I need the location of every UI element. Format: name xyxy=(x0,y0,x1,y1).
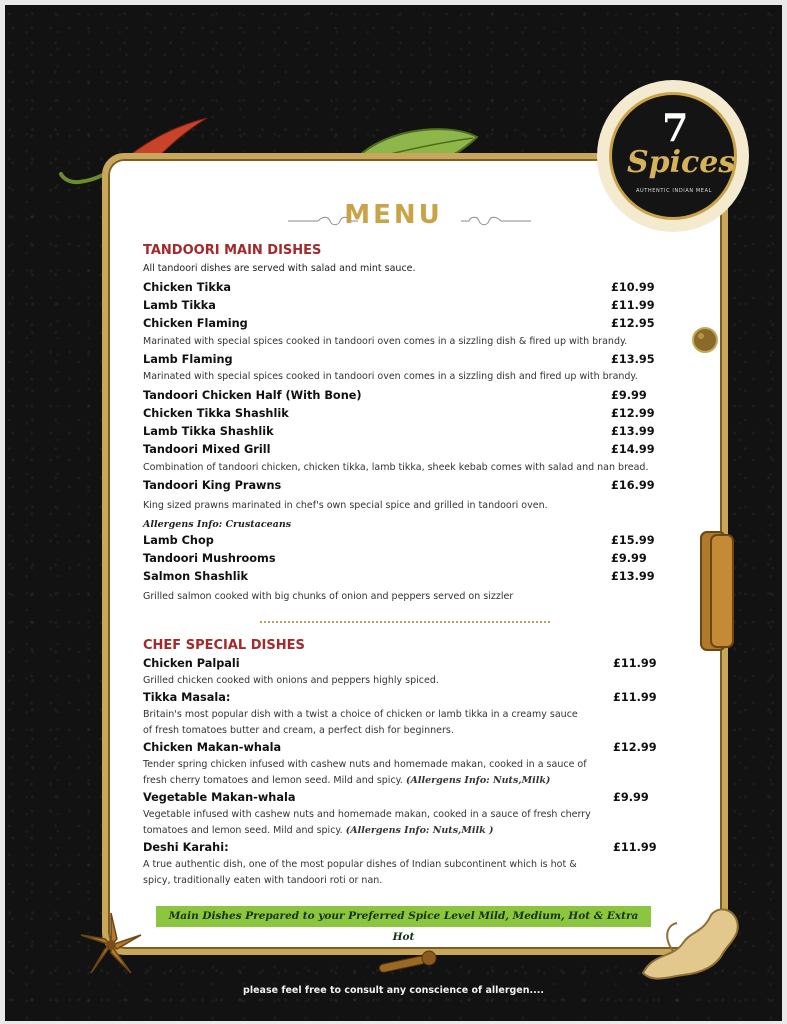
allergen-info: (Allergens Info: Nuts,Milk ) xyxy=(345,825,494,836)
item-price: £13.95 xyxy=(611,353,655,366)
item-description: Vegetable infused with cashew nuts and homemade makan, cooked in a sauce of fresh cherry xyxy=(143,809,591,820)
allergen-info: Allergens Info: Crustaceans xyxy=(143,519,292,530)
item-description-text: fresh cherry tomatoes and lemon seed. Mild and spicy. xyxy=(143,775,403,786)
item-name: Tandoori Chicken Half (With Bone) xyxy=(143,389,362,402)
page-title: MENU xyxy=(344,200,443,230)
item-description: Britain's most popular dish with a twist a choice of chicken or lamb tikka in a creamy sauce xyxy=(143,709,578,720)
item-description: of fresh tomatoes butter and cream, a perfect dish for beginners. xyxy=(143,725,454,736)
item-description: King sized prawns marinated in chef's own special spice and grilled in tandoori oven. xyxy=(143,500,548,511)
item-price: £12.99 xyxy=(613,741,657,754)
item-price: £11.99 xyxy=(611,299,655,312)
item-description: Marinated with special spices cooked in tandoori oven comes in a sizzling dish and fired up with brandy. xyxy=(143,371,638,382)
item-name: Tandoori Mushrooms xyxy=(143,552,276,565)
item-name: Chicken Tikka xyxy=(143,281,231,294)
item-price: £9.99 xyxy=(611,552,647,565)
star-anise-icon xyxy=(75,909,147,981)
item-description: spicy, traditionally eaten with tandoori roti or nan. xyxy=(143,875,383,886)
logo-wordmark: Spices xyxy=(627,145,736,180)
spice-level-banner: Main Dishes Prepared to your Preferred Spice Level Mild, Medium, Hot & Extra Hot xyxy=(156,906,651,927)
item-description: Tender spring chicken infused with cashew nuts and homemade makan, cooked in a sauce of xyxy=(143,759,587,770)
item-name: Lamb Tikka xyxy=(143,299,216,312)
item-price: £12.95 xyxy=(611,317,655,330)
item-price: £13.99 xyxy=(611,570,655,583)
flourish-right-icon xyxy=(461,216,531,226)
section-heading-tandoori: TANDOORI MAIN DISHES xyxy=(143,243,322,258)
item-price: £11.99 xyxy=(613,841,657,854)
item-description: A true authentic dish, one of the most popular dishes of Indian subcontinent which is hot & xyxy=(143,859,577,870)
item-price: £11.99 xyxy=(613,691,657,704)
item-description: Combination of tandoori chicken, chicken tikka, lamb tikka, sheek kebab comes with salad and nan bread. xyxy=(143,462,649,473)
pepper-ball-icon xyxy=(691,326,719,354)
section-intro: All tandoori dishes are served with salad and mint sauce. xyxy=(143,263,416,274)
item-description xyxy=(143,825,493,836)
item-price: £11.99 xyxy=(613,657,657,670)
footer-note: please feel free to consult any conscience of allergen.... xyxy=(243,985,544,996)
item-name: Tandoori Mixed Grill xyxy=(143,443,271,456)
section-heading-chef-special: CHEF SPECIAL DISHES xyxy=(143,638,305,653)
item-name: Lamb Tikka Shashlik xyxy=(143,425,274,438)
menu-page xyxy=(5,5,782,1021)
item-description: Grilled salmon cooked with big chunks of onion and peppers served on sizzler xyxy=(143,591,514,602)
item-name: Chicken Flaming xyxy=(143,317,248,330)
item-name: Salmon Shashlik xyxy=(143,570,248,583)
item-name: Chicken Palpali xyxy=(143,657,240,670)
item-price: £10.99 xyxy=(611,281,655,294)
section-divider xyxy=(260,621,550,623)
item-name: Chicken Tikka Shashlik xyxy=(143,407,289,420)
item-description: Grilled chicken cooked with onions and peppers highly spiced. xyxy=(143,675,439,686)
allergen-info: (Allergens Info: Nuts,Milk) xyxy=(406,775,551,786)
item-price: £12.99 xyxy=(611,407,655,420)
item-name: Vegetable Makan-whala xyxy=(143,791,296,804)
item-description xyxy=(143,775,550,786)
logo-number: 7 xyxy=(662,105,689,150)
item-name: Lamb Chop xyxy=(143,534,214,547)
cinnamon-stick-icon xyxy=(693,527,743,657)
item-price: £13.99 xyxy=(611,425,655,438)
ginger-root-icon xyxy=(633,903,745,985)
logo-tagline: AUTHENTIC INDIAN MEAL xyxy=(636,188,712,194)
item-description: Marinated with special spices cooked in tandoori oven comes in a sizzling dish & fired up with brandy. xyxy=(143,336,628,347)
item-price: £9.99 xyxy=(611,389,647,402)
item-price: £14.99 xyxy=(611,443,655,456)
item-name: Chicken Makan-whala xyxy=(143,741,282,754)
item-name: Deshi Karahi: xyxy=(143,841,229,854)
item-price: £16.99 xyxy=(611,479,655,492)
clove-icon xyxy=(375,948,443,978)
item-name: Tikka Masala: xyxy=(143,691,231,704)
item-price: £15.99 xyxy=(611,534,655,547)
item-name: Lamb Flaming xyxy=(143,353,233,366)
item-description-text: tomatoes and lemon seed. Mild and spicy. xyxy=(143,825,343,836)
item-name: Tandoori King Prawns xyxy=(143,479,282,492)
item-price: £9.99 xyxy=(613,791,649,804)
